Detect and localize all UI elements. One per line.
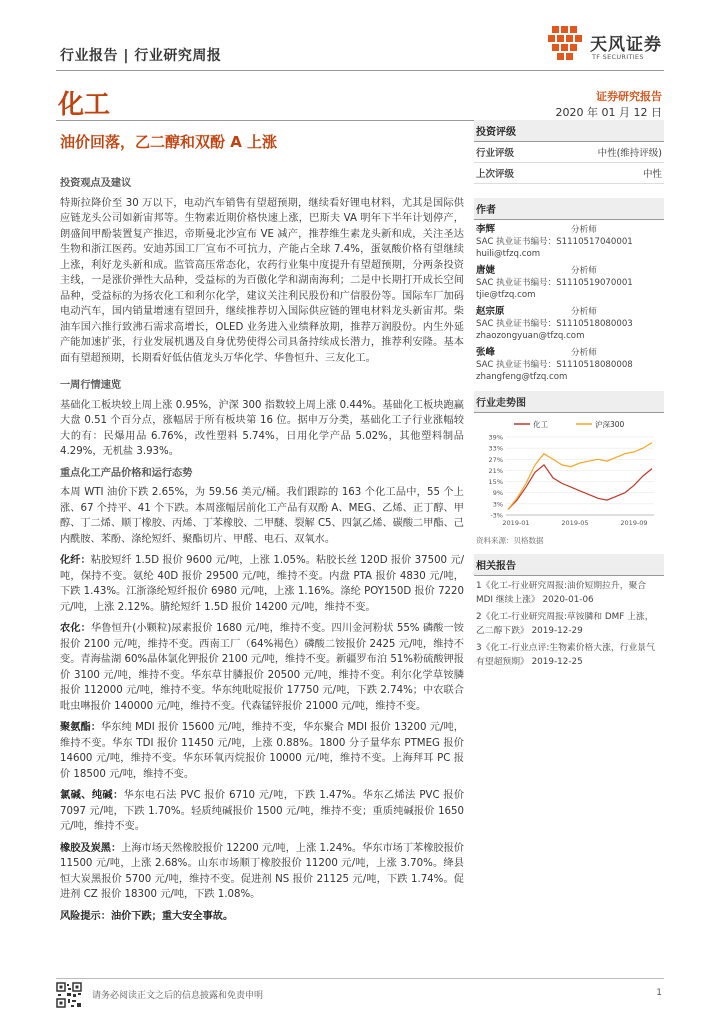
pu-label: 聚氨酯：	[60, 722, 102, 733]
report-type: 证券研究报告	[596, 90, 662, 103]
section-title-market: 一周行情速览	[60, 380, 122, 391]
y-tick-label: 15%	[488, 478, 503, 487]
author-item	[476, 306, 662, 342]
risk-text: 油价下跌；重大安全事故。	[110, 910, 234, 922]
page-number: 1	[656, 988, 662, 998]
footer-divider	[56, 978, 664, 979]
tf-logo-icon	[546, 24, 584, 64]
sector-title: 化工	[58, 90, 111, 120]
y-tick-label: 39%	[488, 433, 503, 442]
industry-rating-row	[474, 142, 664, 163]
risk-label: 风险提示：	[60, 910, 111, 922]
fiber-text: 粘胶短纤 1.5D 报价 9600 元/吨，上涨 1.05%。粘胶长丝 120D 报价 37500 元/吨，保持不变。氨纶 40D 报价 29500 元/吨，维持不变。内盘 PTA 报价 4830 元/吨，下跌 1.43%。江浙涤纶短纤报价 6980 元/吨，上涨 1.16%。涤纶 POY150D 报价 7220 元/吨，上涨 2.12%。腈纶短纤 1.5D 报价 14200 元/吨，维持不变。	[60, 555, 464, 613]
sidebar	[474, 120, 664, 669]
chart-source: 资料来源：贝格数据	[476, 536, 544, 545]
chlor-text: 华东电石法 PVC 报价 6710 元/吨，下跌 1.47%。华东乙烯法 PVC 报价 7097 元/吨，下跌 1.70%。轻质纯碱报价 1500 元/吨，维持不变；重质纯碱报价 1650 元/吨，维持不变。	[60, 790, 465, 832]
author-name: 李辉	[476, 224, 496, 235]
author-name: 赵宗原	[476, 306, 505, 317]
y-tick-label: -3%	[490, 511, 503, 520]
agri-paragraph	[60, 621, 464, 714]
report-subtitle: 油价回落，乙二醇和双酚 A 上涨	[60, 133, 278, 151]
author-role: 分析师	[571, 307, 597, 317]
author-item	[476, 347, 662, 383]
header-divider	[56, 70, 664, 71]
last-rating-key: 上次评级	[476, 169, 515, 180]
author-name: 张峰	[476, 347, 496, 358]
industry-rating-value: 中性(维持评级)	[597, 148, 662, 159]
author-cert: SAC 执业证书编号：S1110518080008	[476, 360, 633, 370]
rubber-label: 橡胶及炭黑：	[60, 842, 122, 854]
x-tick-label: 2019-01	[502, 519, 530, 527]
author-email[interactable]: zhaozongyuan@tfzq.com	[476, 331, 585, 341]
industry-rating-key: 行业评级	[476, 148, 515, 159]
author-role: 分析师	[571, 348, 597, 358]
rating-title: 投资评级	[474, 120, 664, 142]
authors-title: 作者	[474, 198, 664, 220]
author-email[interactable]: huili@tfzq.com	[476, 249, 541, 259]
author-role: 分析师	[571, 266, 597, 276]
x-tick-label: 2019-05	[561, 519, 589, 527]
y-tick-label: 21%	[488, 466, 503, 475]
report-date: 2020 年 01 月 12 日	[555, 106, 662, 119]
y-tick-label: 27%	[488, 455, 503, 464]
author-item	[476, 265, 662, 301]
related-report-item[interactable]: 1《化工-行业研究周报:油价短期拉升，聚合 MDI 继续上涨》 2020-01-06	[476, 581, 647, 605]
author-cert: SAC 执业证书编号：S1110519070001	[476, 278, 633, 288]
author-cert: SAC 执业证书编号：S1110518080003	[476, 319, 633, 329]
rubber-text: 上海市场天然橡胶报价 12200 元/吨，上涨 1.24%。华东市场丁苯橡胶报价 11500 元/吨，上涨 2.68%。山东市场顺丁橡胶报价 11200 元/吨，上涨 3.70%。绛县恒大炭黑报价 5700 元/吨，维持不变。促进剂 NS 报价 21125 元/吨，下跌 1.74%。促进剂 CZ 报价 18300 元/吨，下跌 1.08%。	[60, 842, 464, 900]
section-title-investment: 投资观点及建议	[60, 178, 132, 189]
author-email[interactable]: tjie@tfzq.com	[476, 290, 536, 300]
logo-name-en: TF SECURITIES	[592, 53, 644, 61]
agri-text: 华鲁恒升(小颗粒)尿素报价 1680 元/吨，维持不变。四川金河粉状 55% 磷酸一铵报价 2100 元/吨，维持不变。西南工厂（64%褐色）磷酸二铵报价 2425 元/吨，维持不变。青海盐湖 60%晶体氯化钾报价 2100 元/吨，维持不变。新疆罗布泊 51%粉硫酸钾报价 3100 元/吨，维持不变。华东草甘膦报价 20500 元/吨，维持不变。利尔化学草铵膦报价 112000 元/吨，维持不变。华东纯吡啶报价 17750 元/吨，下跌 2.74%；中农联合吡虫啉报价 140000 元/吨，维持不变。代森锰锌报价 21000 元/吨，维持不变。	[60, 623, 464, 712]
author-name: 唐婕	[476, 265, 496, 276]
last-rating-row	[474, 163, 664, 184]
related-title: 相关报告	[474, 554, 664, 576]
market-text: 基础化工板块较上周上涨 0.95%，沪深 300 指数较上周上涨 0.44%。基础化工板块跑赢大盘 0.51 个百分点，涨幅居于所有板块第 16 位。据申万分类，基础化工子行业涨幅较大的有：民爆用品 6.76%，改性塑料 5.74%，日用化学产品 5.02%，其他塑料制品 4.29%，无机盐 3.93%。	[60, 399, 464, 457]
y-tick-label: 3%	[492, 500, 503, 509]
qr-code-icon	[56, 982, 82, 1008]
pu-text: 华东纯 MDI 报价 15600 元/吨，维持不变，华东聚合 MDI 报价 13200 元/吨，维持不变。华东 TDI 报价 11450 元/吨，上涨 0.88%。1800 分子量华东 PTMEG 报价 14600 元/吨，维持不变。华东环氧丙烷报价 10000 元/吨，维持不变。上海拜耳 PC 报价 18500 元/吨，维持不变。	[60, 722, 464, 780]
author-item	[476, 224, 662, 260]
related-report-item[interactable]: 2《化工-行业研究周报:草铵膦和 DMF 上涨，乙二醇下跌》 2019-12-29	[476, 612, 654, 636]
authors-list	[474, 224, 664, 383]
investment-text: 特斯拉降价至 30 万以下，电动汽车销售有望超预期，继续看好锂电材料，尤其是国际供应链龙头公司如新宙邦等。生物素近期价格快速上涨，巴斯夫 VA 明年下半年计划停产，朗盛间甲酚装置复产推迟，帝斯曼北沙宣布 VE 减产，推荐维生素龙头新和成，关注圣达生物和浙江医药。安迪苏国工厂宣布不可抗力，产能占全球 7.4%，蛋氨酸价格有望继续上涨，利好龙头新和成。监管高压常态化，农药行业集中度提升有望超预期，分两条投资主线，一是涨价弹性大品种，受益标的为百傲化学和湖南海利；二是中长期打开成长空间品种，受益标的为扬农化工和利尔化学，建议关注利民股份和广信股份等。国际车厂加码电动汽车，国内销量增速有望回升，继续推荐切入国际供应链的锂电材料龙头新宙邦。柴油车国六推行致沸石需求高增长，OLED 业务进入业绩释放期，推荐万润股份。内生外延产能加速扩张，行业发展机遇及自身优势使得公司具备持续成长潜力，推荐利安隆。基本面有望超预期，长期看好低估值龙头万华化学、华鲁恒升、三友化工。	[60, 197, 464, 364]
report-category: 行业报告 | 行业研究周报	[60, 48, 222, 64]
chart-title: 行业走势图	[474, 391, 664, 413]
chlor-paragraph	[60, 788, 464, 835]
section-title-products: 重点化工产品价格和运行态势	[60, 467, 193, 479]
legend-label: 化工	[533, 420, 548, 429]
rubber-paragraph	[60, 841, 464, 903]
agri-label: 农化：	[60, 623, 91, 634]
fiber-label: 化纤：	[60, 555, 91, 566]
related-reports	[474, 554, 664, 669]
main-content	[60, 176, 464, 930]
logo	[546, 24, 664, 68]
footer-disclaimer: 请务必阅读正文之后的信息披露和免责申明	[92, 991, 264, 1001]
x-tick-label: 2019-09	[620, 519, 648, 527]
author-role: 分析师	[571, 225, 597, 235]
chlor-label: 氯碱、纯碱：	[60, 790, 124, 801]
fiber-paragraph	[60, 553, 464, 615]
y-tick-label: 33%	[488, 444, 503, 453]
y-tick-label: 9%	[492, 489, 503, 498]
related-report-item[interactable]: 3《化工-行业点评:生物素价格大涨，行业景气有望超预期》 2019-12-25	[476, 643, 655, 667]
logo-name-cn: 天风证券	[590, 35, 662, 55]
last-rating-value: 中性	[642, 169, 662, 180]
series-line	[508, 465, 652, 510]
trend-chart-box	[474, 391, 664, 546]
author-email[interactable]: zhangfeng@tfzq.com	[476, 372, 568, 382]
legend-label: 沪深300	[595, 420, 625, 429]
series-line	[508, 443, 652, 510]
pu-paragraph	[60, 720, 464, 782]
author-cert: SAC 执业证书编号：S1110517040001	[476, 237, 633, 247]
risk-paragraph	[60, 909, 464, 925]
trend-chart	[474, 415, 664, 533]
products-text: 本周 WTI 油价下跌 2.65%，为 59.56 美元/桶。我们跟踪的 163 个化工品中，55 个上涨、67 个持平、41 个下跌。本周涨幅居前化工产品有双酚 A、MEG、乙烯、正丁醇、甲醇、丁二烯、顺丁橡胶、丙烯、丁苯橡胶、二甲醚、裂解 C5、四氯乙烯、碳酸二甲酯、己内酰胺、苯酚、涤纶短纤、聚酯切片、甲醛、电石、双氧水。	[60, 487, 464, 545]
